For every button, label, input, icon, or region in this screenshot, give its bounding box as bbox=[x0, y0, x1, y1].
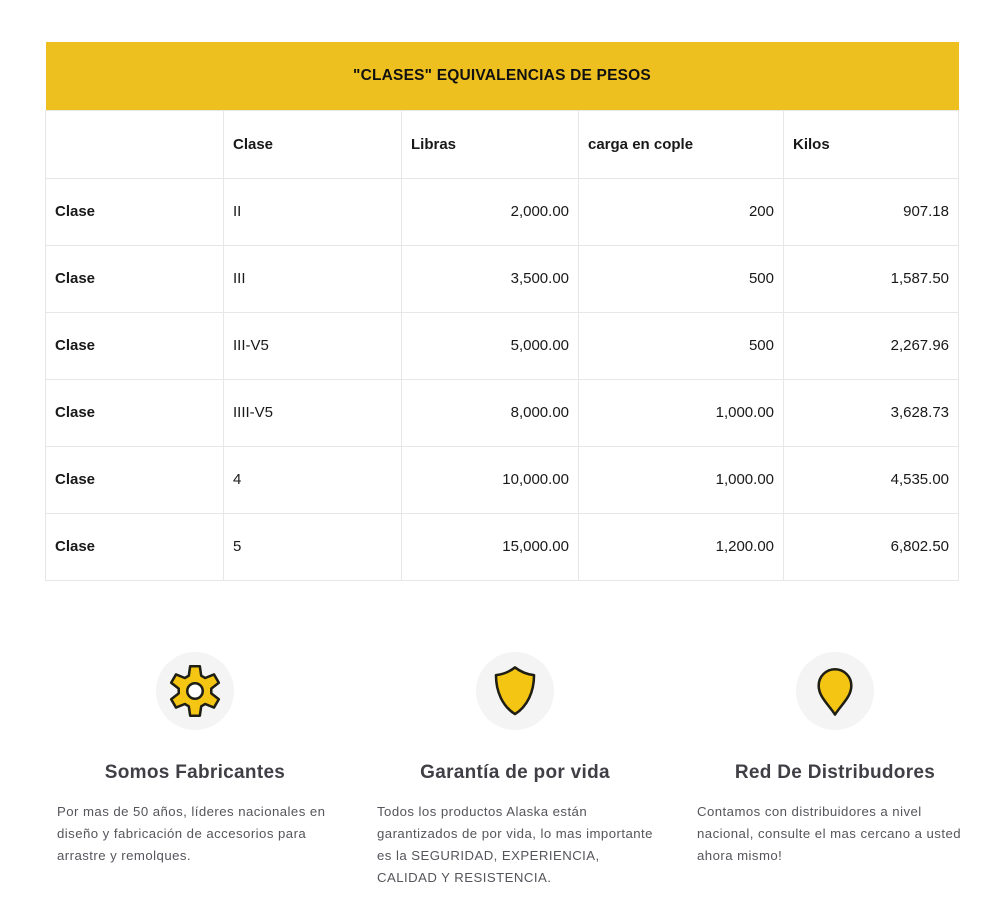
data-cell: 1,200.00 bbox=[579, 513, 784, 580]
table-row bbox=[46, 379, 959, 446]
column-header: carga en cople bbox=[579, 110, 784, 178]
feature-body: Todos los productos Alaska están garantizados de por vida, lo mas importante es la SEGURIDAD, EXPERIENCIA, CALIDAD Y RESISTENCIA. bbox=[377, 804, 653, 885]
data-cell: 500 bbox=[579, 312, 784, 379]
column-header: Kilos bbox=[784, 110, 959, 178]
row-label-cell: Clase bbox=[46, 178, 224, 245]
icon-circle bbox=[476, 652, 554, 730]
feature-body: Por mas de 50 años, líderes nacionales en diseño y fabricación de accesorios para arrastre y remolques. bbox=[57, 804, 326, 863]
data-cell: III-V5 bbox=[224, 312, 402, 379]
data-cell: III bbox=[224, 245, 402, 312]
data-cell: 1,000.00 bbox=[579, 446, 784, 513]
data-cell: 500 bbox=[579, 245, 784, 312]
data-cell: 1,000.00 bbox=[579, 379, 784, 446]
feature-title: Somos Fabricantes bbox=[104, 762, 286, 783]
gear-icon bbox=[164, 660, 226, 722]
data-cell: 2,000.00 bbox=[402, 178, 579, 245]
row-label-cell: Clase bbox=[46, 446, 224, 513]
feature-cards-section bbox=[45, 652, 985, 889]
table-row bbox=[46, 245, 959, 312]
data-cell: 200 bbox=[579, 178, 784, 245]
weight-equivalences-table bbox=[45, 42, 959, 581]
table-row bbox=[46, 446, 959, 513]
data-cell: 6,802.50 bbox=[784, 513, 959, 580]
data-cell: 1,587.50 bbox=[784, 245, 959, 312]
data-cell: 907.18 bbox=[784, 178, 959, 245]
data-cell: 4 bbox=[224, 446, 402, 513]
data-cell: 2,267.96 bbox=[784, 312, 959, 379]
table-body bbox=[46, 178, 959, 580]
data-cell: 8,000.00 bbox=[402, 379, 579, 446]
table-title: "CLASES" EQUIVALENCIAS DE PESOS bbox=[46, 42, 959, 110]
shield-icon bbox=[486, 662, 544, 720]
data-cell: 15,000.00 bbox=[402, 513, 579, 580]
row-label-cell: Clase bbox=[46, 312, 224, 379]
table-row bbox=[46, 513, 959, 580]
column-header: Clase bbox=[224, 110, 402, 178]
feature-card-garantia bbox=[365, 652, 665, 889]
feature-card-fabricantes bbox=[45, 652, 345, 889]
feature-title: Red De Distribudores bbox=[734, 762, 936, 783]
column-header bbox=[46, 110, 224, 178]
feature-title: Garantía de por vida bbox=[420, 762, 610, 783]
table-row bbox=[46, 312, 959, 379]
data-cell: 4,535.00 bbox=[784, 446, 959, 513]
location-pin-icon bbox=[806, 662, 864, 720]
data-cell: IIII-V5 bbox=[224, 379, 402, 446]
row-label-cell: Clase bbox=[46, 379, 224, 446]
icon-circle bbox=[156, 652, 234, 730]
data-cell: 10,000.00 bbox=[402, 446, 579, 513]
weight-equivalences-table-section bbox=[45, 42, 958, 581]
data-cell: II bbox=[224, 178, 402, 245]
column-header: Libras bbox=[402, 110, 579, 178]
data-cell: 3,500.00 bbox=[402, 245, 579, 312]
table-row bbox=[46, 178, 959, 245]
data-cell: 3,628.73 bbox=[784, 379, 959, 446]
feature-body: Contamos con distribuidores a nivel nacional, consulte el mas cercano a usted ahora mismo! bbox=[697, 804, 962, 863]
data-cell: 5 bbox=[224, 513, 402, 580]
row-label-cell: Clase bbox=[46, 513, 224, 580]
row-label-cell: Clase bbox=[46, 245, 224, 312]
icon-circle bbox=[796, 652, 874, 730]
data-cell: 5,000.00 bbox=[402, 312, 579, 379]
feature-card-distribuidores bbox=[685, 652, 985, 889]
table-title-banner bbox=[46, 42, 959, 110]
table-header-row bbox=[46, 110, 959, 178]
